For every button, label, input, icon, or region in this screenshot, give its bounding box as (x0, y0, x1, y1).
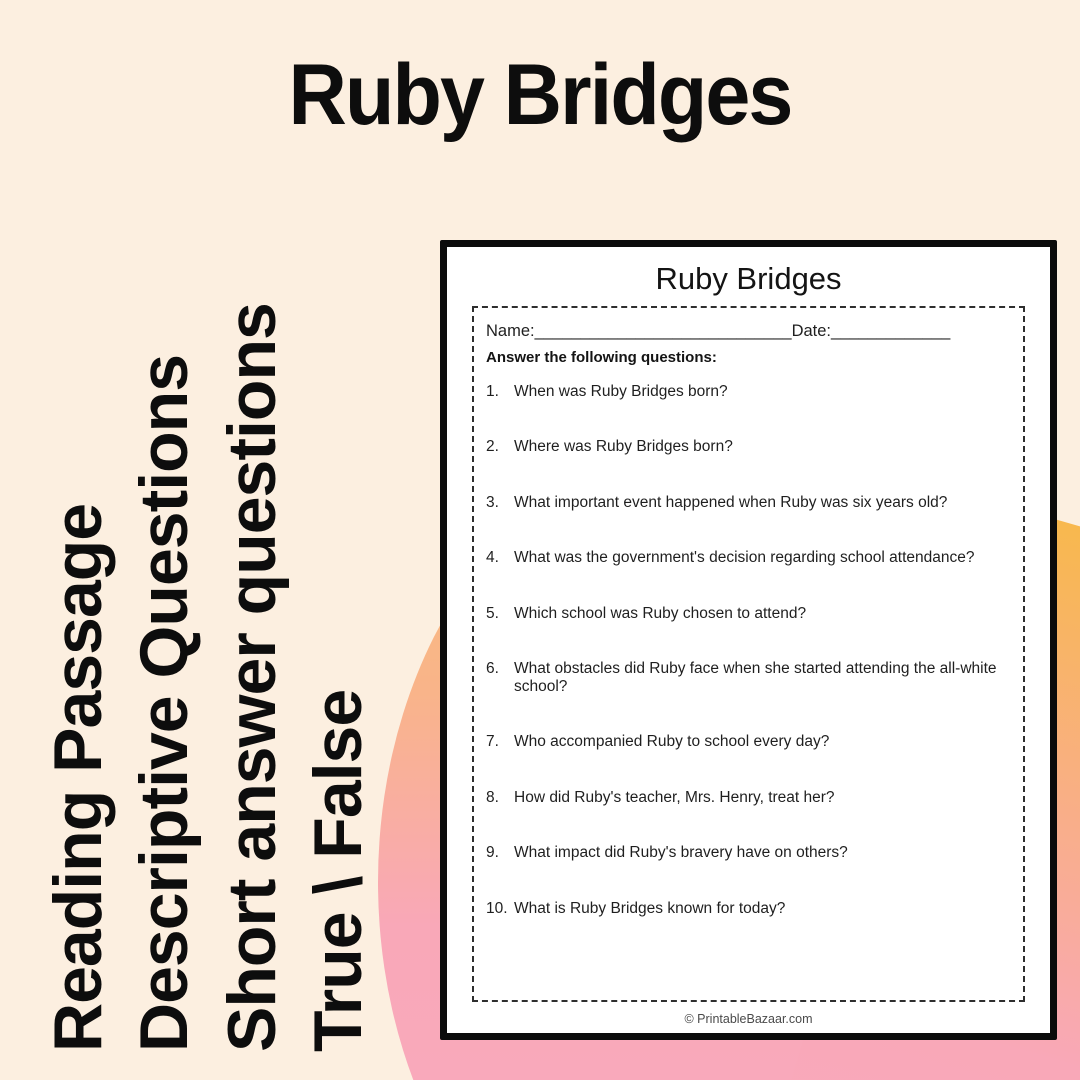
question-item (486, 789, 1013, 807)
question-item (486, 605, 1013, 623)
date-label: Date: (791, 322, 831, 340)
side-label-short-answer: Short answer questions (214, 303, 290, 1052)
question-item (486, 900, 1013, 918)
question-number: 3. (486, 493, 499, 511)
question-text: What important event happened when Ruby was six years old? (514, 493, 948, 511)
worksheet-body (472, 306, 1025, 1002)
side-label-true-false: True \ False (300, 689, 376, 1052)
question-number: 6. (486, 659, 499, 677)
question-text: Where was Ruby Bridges born? (514, 438, 733, 456)
name-date-row (484, 320, 1013, 342)
worksheet-title: Ruby Bridges (655, 261, 842, 296)
question-text: How did Ruby's teacher, Mrs. Henry, treat her? (514, 788, 835, 806)
copyright-footer: © PrintableBazaar.com (684, 1012, 813, 1026)
side-label-reading-passage: Reading Passage (40, 503, 116, 1052)
question-item (486, 494, 1013, 512)
question-number: 9. (486, 844, 499, 862)
question-number: 4. (486, 549, 499, 567)
question-item (486, 844, 1013, 862)
question-item (486, 383, 1013, 401)
question-number: 2. (486, 438, 499, 456)
poster-title: Ruby Bridges (288, 47, 792, 143)
name-label: Name: (486, 322, 535, 340)
question-text: What impact did Ruby's bravery have on others? (514, 844, 848, 862)
side-label-descriptive-questions: Descriptive Questions (126, 354, 202, 1052)
name-field (486, 320, 792, 342)
question-number: 10. (486, 899, 508, 917)
question-item (486, 733, 1013, 751)
question-text: What is Ruby Bridges known for today? (514, 899, 786, 917)
question-number: 5. (486, 604, 499, 622)
question-number: 7. (486, 733, 499, 751)
question-text: Who accompanied Ruby to school every day? (514, 733, 830, 751)
question-number: 8. (486, 788, 499, 806)
question-text: What obstacles did Ruby face when she started attending the all-white school? (514, 659, 997, 695)
question-item (486, 549, 1013, 567)
question-text: What was the government's decision regarding school attendance? (514, 549, 975, 567)
worksheet-page (440, 240, 1057, 1040)
question-text: Which school was Ruby chosen to attend? (514, 604, 807, 622)
instruction-text: Answer the following questions: (486, 349, 717, 366)
question-number: 1. (486, 383, 499, 400)
date-blank-line: _____________ (831, 322, 951, 340)
question-list (484, 383, 1013, 918)
question-item (486, 660, 1013, 696)
question-item (486, 438, 1013, 456)
name-blank-line: ____________________________ (534, 322, 792, 340)
question-text: When was Ruby Bridges born? (514, 383, 728, 400)
date-field (792, 320, 951, 342)
